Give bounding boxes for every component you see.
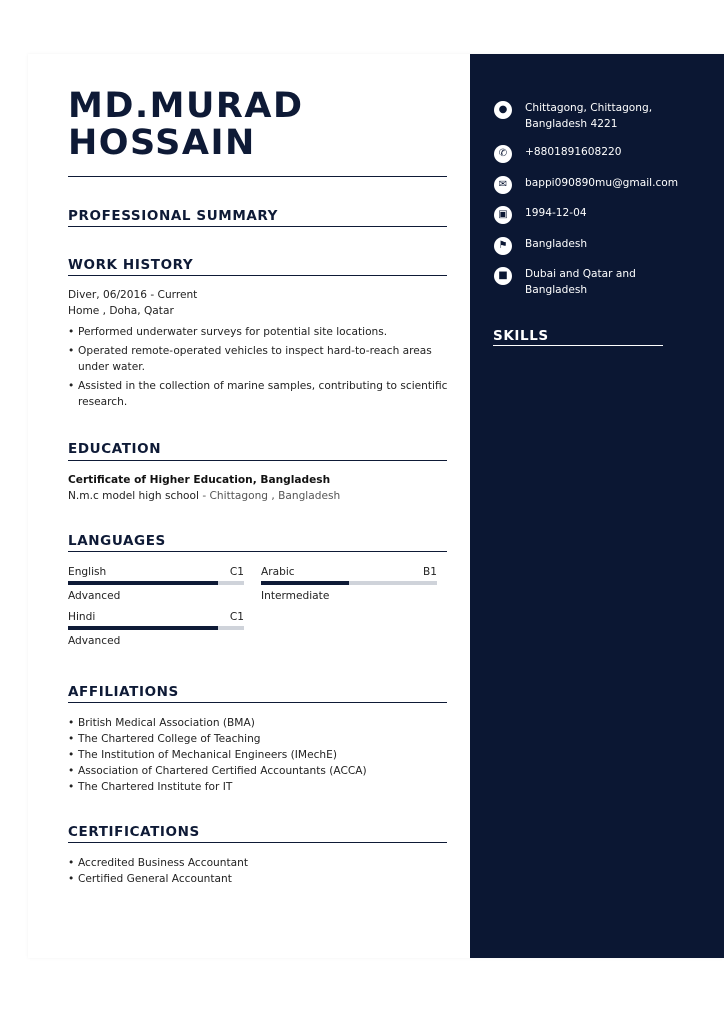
work-bullet-list bbox=[68, 324, 450, 413]
language-level-fill bbox=[68, 626, 218, 630]
language-level-bar bbox=[68, 581, 244, 585]
language-name: Hindi bbox=[68, 611, 96, 623]
contact-nationality bbox=[494, 236, 695, 255]
language-level-label: Advanced bbox=[68, 590, 121, 602]
dob-text: 1994-12-04 bbox=[525, 207, 587, 219]
language-code: C1 bbox=[229, 566, 244, 578]
section-divider bbox=[68, 842, 447, 843]
language-code: C1 bbox=[229, 611, 244, 623]
section-divider bbox=[68, 275, 447, 276]
name-divider bbox=[68, 176, 447, 177]
contact-phone bbox=[494, 144, 695, 163]
language-name: Arabic bbox=[261, 566, 295, 578]
list-item: • Association of Chartered Certified Accountants (ACCA) bbox=[68, 763, 450, 779]
job-location: Home , Doha, Qatar bbox=[68, 305, 174, 317]
section-divider bbox=[68, 460, 447, 461]
location-line-1: Dubai and Qatar and bbox=[525, 268, 636, 280]
contact-dob bbox=[494, 205, 695, 224]
skills-divider bbox=[493, 345, 663, 346]
email-icon: ✉ bbox=[494, 176, 512, 194]
list-item: • The Chartered College of Teaching bbox=[68, 731, 450, 747]
language-level-label: Intermediate bbox=[261, 590, 330, 602]
nationality-text: Bangladesh bbox=[525, 238, 588, 250]
list-item: • Certified General Accountant bbox=[68, 871, 450, 887]
education-school-line bbox=[68, 488, 340, 504]
language-arabic bbox=[261, 565, 437, 603]
email-text: bappi090890mu@gmail.com bbox=[525, 177, 679, 189]
language-level-label: Advanced bbox=[68, 635, 121, 647]
section-divider bbox=[68, 226, 447, 227]
job-title: Diver, 06/2016 - Current bbox=[68, 289, 198, 301]
list-item: • Assisted in the collection of marine samples, contributing to scientific research. bbox=[68, 378, 450, 410]
list-item: • Performed underwater surveys for potential site locations. bbox=[68, 324, 450, 340]
candidate-name bbox=[68, 88, 304, 162]
list-item: • The Institution of Mechanical Engineers (IMechE) bbox=[68, 747, 450, 763]
education-degree: Certificate of Higher Education, Bangladesh bbox=[68, 474, 331, 486]
section-title-affiliations: AFFILIATIONS bbox=[68, 684, 179, 700]
car-icon: ■ bbox=[494, 267, 512, 285]
flag-icon: ⚑ bbox=[494, 237, 512, 255]
contact-address bbox=[494, 100, 695, 132]
language-hindi bbox=[68, 610, 244, 648]
section-title-certifications: CERTIFICATIONS bbox=[68, 824, 200, 840]
location-pin-icon: ● bbox=[494, 101, 512, 119]
education-location: - Chittagong , Bangladesh bbox=[198, 490, 341, 502]
list-item: • The Chartered Institute for IT bbox=[68, 779, 450, 795]
language-level-fill bbox=[68, 581, 218, 585]
name-line-1: MD.MURAD bbox=[68, 86, 304, 126]
resume-page bbox=[28, 54, 724, 958]
location-line-2: Bangladesh bbox=[525, 284, 588, 296]
language-english bbox=[68, 565, 244, 603]
section-title-work: WORK HISTORY bbox=[68, 257, 194, 273]
calendar-icon: ▣ bbox=[494, 206, 512, 224]
section-title-education: EDUCATION bbox=[68, 441, 162, 457]
language-level-bar bbox=[261, 581, 437, 585]
certifications-list bbox=[68, 855, 450, 887]
phone-icon: ✆ bbox=[494, 145, 512, 163]
address-line-2: Bangladesh 4221 bbox=[525, 118, 618, 130]
section-divider bbox=[68, 551, 447, 552]
list-item: • Operated remote-operated vehicles to inspect hard-to-reach areas under water. bbox=[68, 343, 450, 375]
list-item: • British Medical Association (BMA) bbox=[68, 715, 450, 731]
language-level-fill bbox=[261, 581, 349, 585]
name-line-2: HOSSAIN bbox=[68, 123, 256, 163]
section-title-summary: PROFESSIONAL SUMMARY bbox=[68, 208, 279, 224]
language-name: English bbox=[68, 566, 107, 578]
contact-location bbox=[494, 266, 695, 298]
education-school: N.m.c model high school bbox=[68, 490, 199, 502]
section-title-languages: LANGUAGES bbox=[68, 533, 166, 549]
main-column bbox=[28, 54, 470, 958]
list-item: • Accredited Business Accountant bbox=[68, 855, 450, 871]
phone-text: +8801891608220 bbox=[525, 146, 622, 158]
affiliations-list bbox=[68, 715, 450, 795]
sidebar bbox=[470, 54, 724, 958]
address-line-1: Chittagong, Chittagong, bbox=[525, 102, 653, 114]
section-divider bbox=[68, 702, 447, 703]
contact-email bbox=[494, 175, 695, 194]
section-title-skills: SKILLS bbox=[493, 328, 549, 344]
language-code: B1 bbox=[422, 566, 437, 578]
language-level-bar bbox=[68, 626, 244, 630]
